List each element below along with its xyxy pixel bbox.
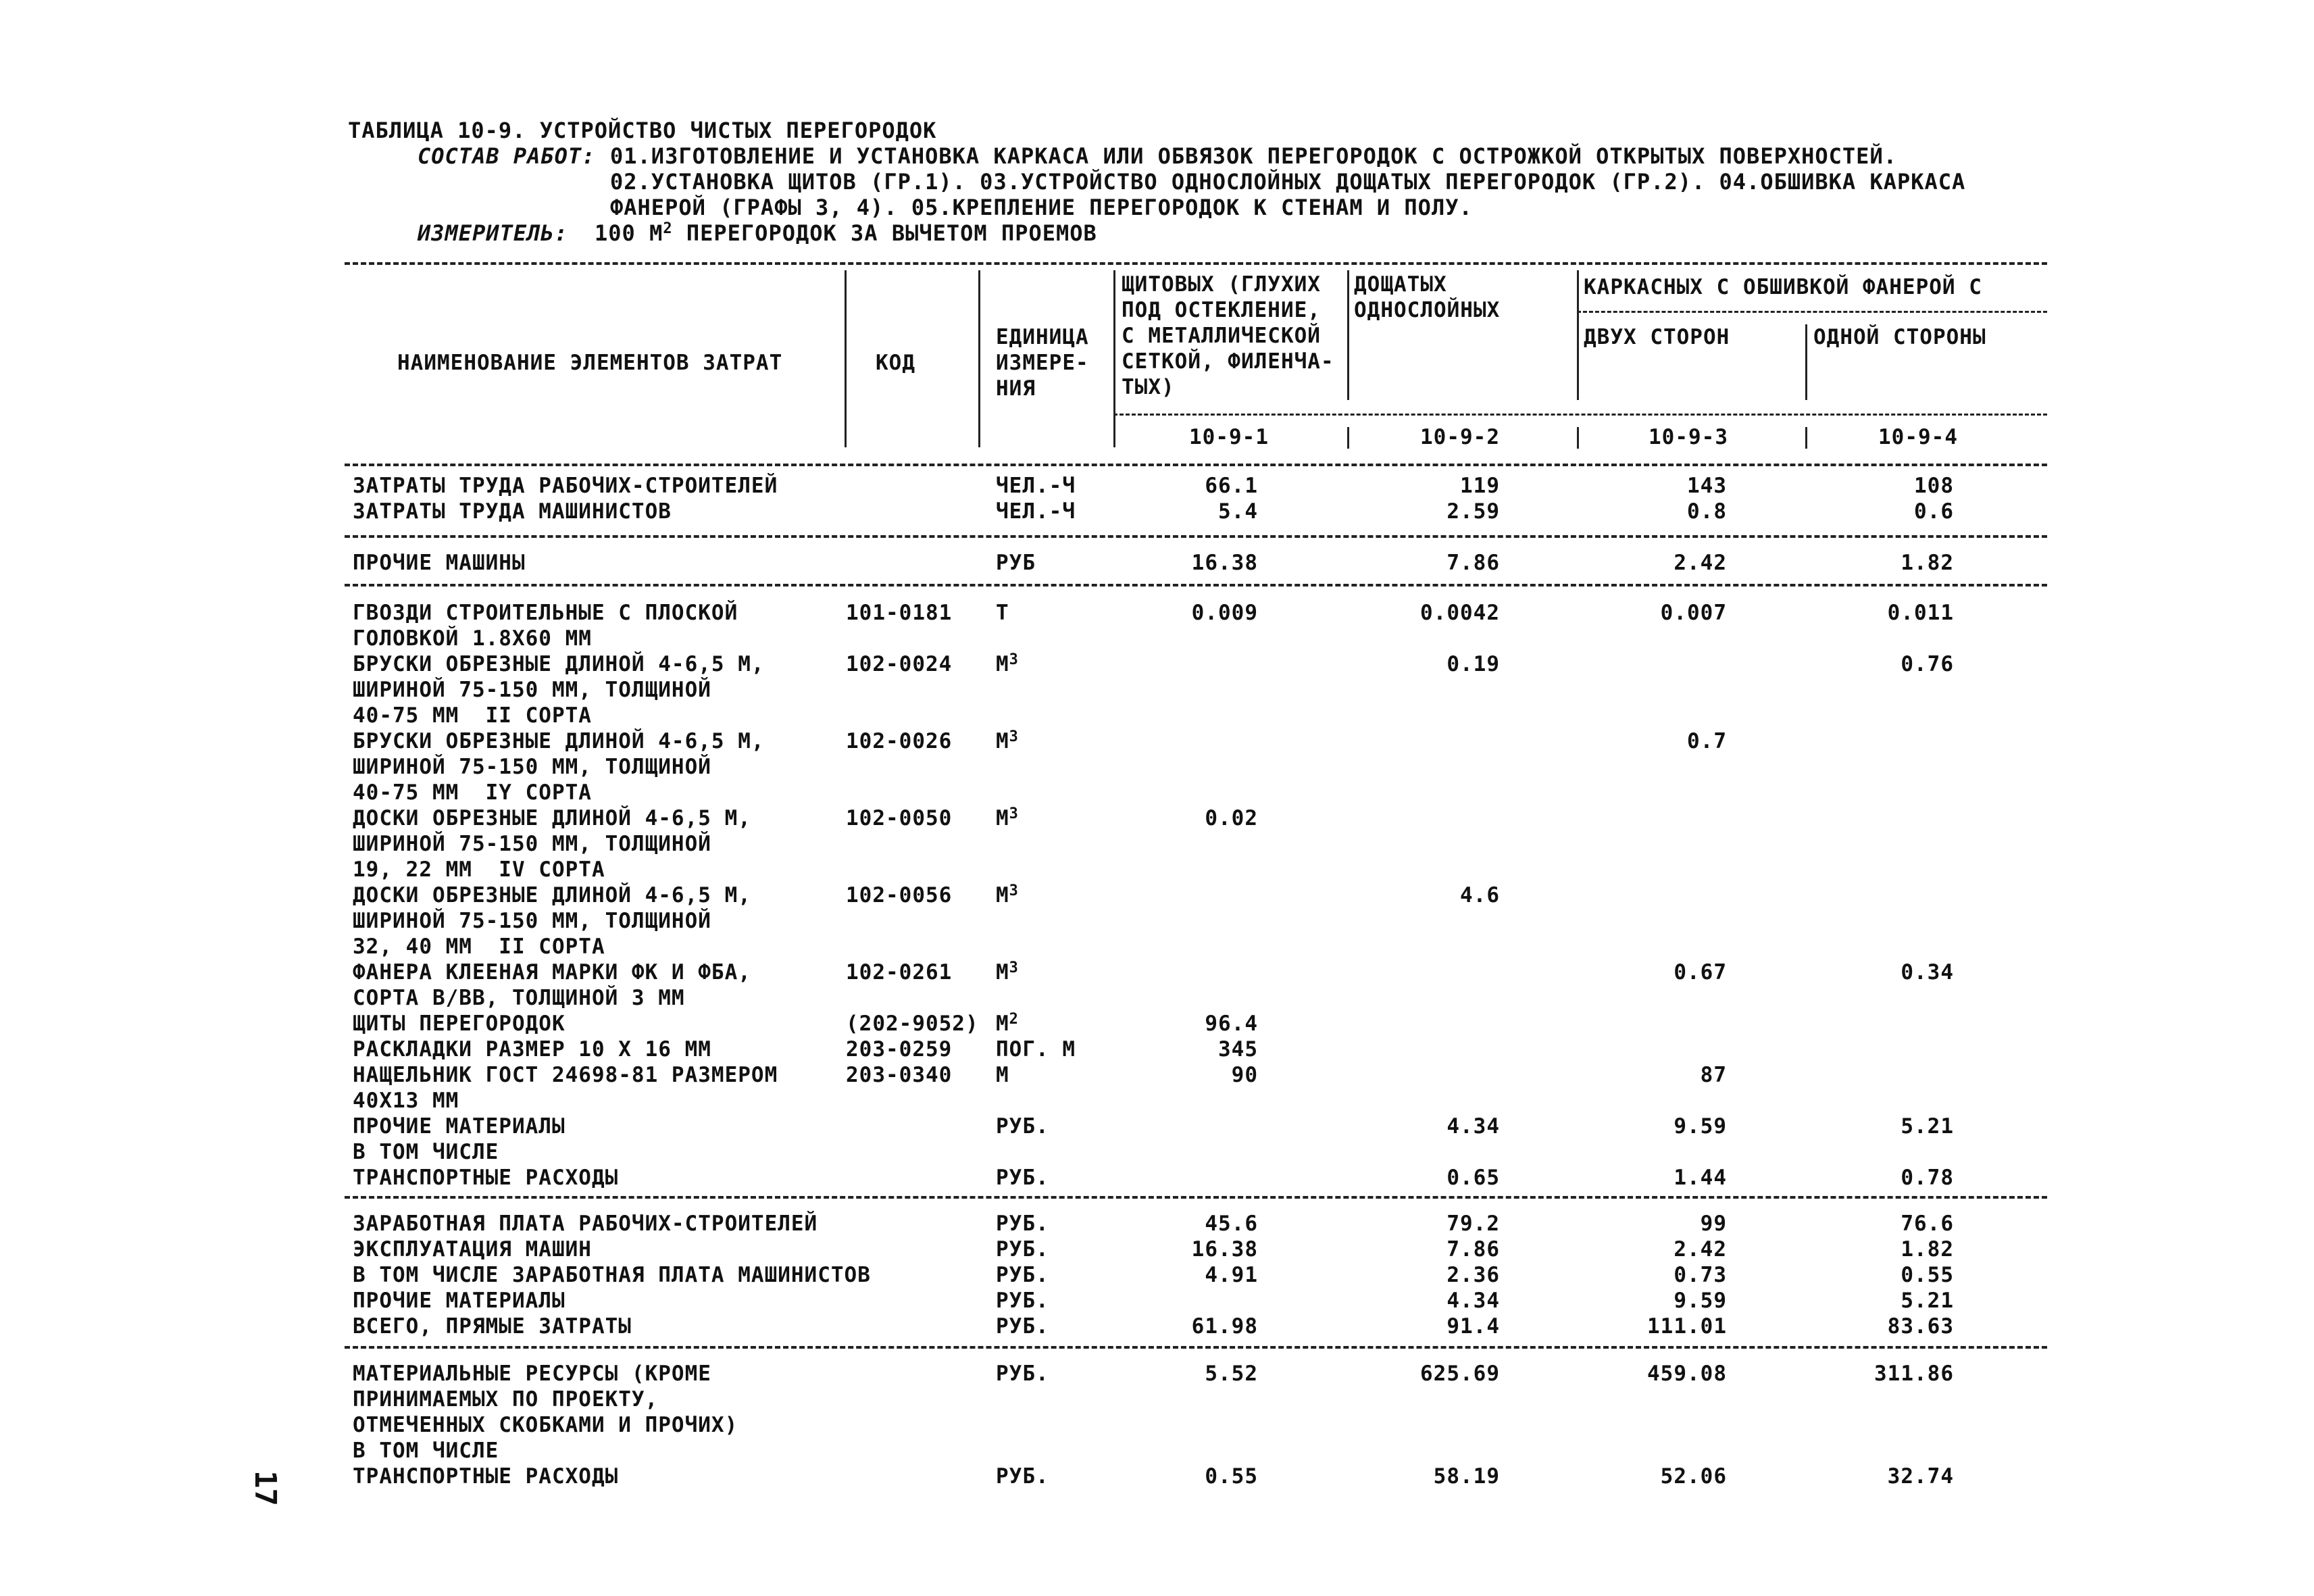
cost-row-value-3: 99 [1700,1212,1727,1236]
labor-row-name: ЗАТРАТЫ ТРУДА МАШИНИСТОВ [353,499,672,524]
material-row-name: ШИРИНОЙ 75-150 ММ, ТОЛЩИНОЙ [353,909,711,933]
resources-row-name: ОТМЕЧЕННЫХ СКОБКАМИ И ПРОЧИХ) [353,1413,738,1437]
cost-row-value-3: 2.42 [1674,1237,1727,1262]
cost-row-value-4: 83.63 [1887,1314,1954,1339]
cost-row-value-4: 5.21 [1901,1289,1954,1313]
material-row-unit: ПОГ. М [996,1037,1076,1062]
machines-row-unit: РУБ [996,551,1036,575]
material-row-name: В ТОМ ЧИСЛЕ [353,1140,499,1164]
col-divider [1577,427,1579,449]
header-col1: ЩИТОВЫХ (ГЛУХИХ ПОД ОСТЕКЛЕНИЕ, С МЕТАЛЛИЧЕСКОЙ СЕТКОЙ, ФИЛЕНЧА- ТЫХ) [1122,272,1334,399]
material-row-value-1: 345 [1218,1037,1258,1062]
cost-row-value-3: 0.73 [1674,1263,1727,1287]
material-row-code: 203-0259 [846,1037,953,1062]
labor-row-value-2: 2.59 [1447,499,1500,524]
cost-row-unit: РУБ. [996,1263,1049,1287]
labor-row-unit: ЧЕЛ.-Ч [996,474,1076,498]
header-col2: ДОЩАТЫХ ОДНОСЛОЙНЫХ [1354,272,1501,322]
material-row-name: БРУСКИ ОБРЕЗНЫЕ ДЛИНОЙ 4-6,5 М, [353,652,765,676]
material-row-value-4: 0.76 [1901,652,1954,676]
cost-row-unit: РУБ. [996,1212,1049,1236]
material-row-name: НАЩЕЛЬНИК ГОСТ 24698-81 РАЗМЕРОМ [353,1063,778,1087]
col-divider [1347,270,1349,400]
labor-row-value-3: 143 [1687,474,1727,498]
material-row-value-4: 0.78 [1901,1166,1954,1190]
page-number: 17 [248,1470,282,1506]
material-row-value-2: 4.6 [1460,883,1500,907]
material-row-value-3: 0.7 [1687,729,1727,753]
meter-value: 100 $М^2$ ПЕРЕГОРОДОК ЗА ВЫЧЕТОМ ПРОЕМОВ [595,220,1097,246]
machines-row-name: ПРОЧИЕ МАШИНЫ [353,551,526,575]
material-row-value-1: 96.4 [1205,1012,1258,1036]
header-code-3: 10-9-3 [1649,425,1728,449]
material-row-unit: РУБ. [996,1114,1049,1139]
cost-row-value-2: 2.36 [1447,1263,1500,1287]
transport-row-value-2: 58.19 [1433,1464,1500,1489]
resources-row-name: МАТЕРИАЛЬНЫЕ РЕСУРСЫ (КРОМЕ [353,1362,711,1386]
material-row-value-3: 9.59 [1674,1114,1727,1139]
labor-row-value-1: 5.4 [1218,499,1258,524]
material-row-unit: $М^3$ [996,882,1019,907]
material-row-unit: $М^3$ [996,959,1019,984]
material-row-name: СОРТА В/ВВ, ТОЛЩИНОЙ 3 ММ [353,986,685,1010]
material-row-unit: $М^3$ [996,805,1019,830]
cost-row-value-1: 45.6 [1205,1212,1258,1236]
material-row-name: ФАНЕРА КЛЕЕНАЯ МАРКИ ФК И ФБА, [353,960,751,984]
material-row-value-4: 5.21 [1901,1114,1954,1139]
meter-label: ИЗМЕРИТЕЛЬ: [418,220,568,246]
material-row-name: ГОЛОВКОЙ 1.8Х60 ММ [353,626,592,651]
cost-row-value-4: 76.6 [1901,1212,1954,1236]
material-row-value-2: 4.34 [1447,1114,1500,1139]
labor-row-value-4: 108 [1914,474,1954,498]
labor-row-value-4: 0.6 [1914,499,1954,524]
material-row-value-2: 0.0042 [1420,601,1500,625]
cost-row-value-2: 91.4 [1447,1314,1500,1339]
codes-rule [1113,414,2047,416]
cost-row-unit: РУБ. [996,1314,1049,1339]
cost-row-value-2: 4.34 [1447,1289,1500,1313]
cost-row-value-2: 79.2 [1447,1212,1500,1236]
labor-row-name: ЗАТРАТЫ ТРУДА РАБОЧИХ-СТРОИТЕЛЕЙ [353,474,778,498]
material-row-name: 40-75 ММ II СОРТА [353,703,592,728]
material-row-name: ШИРИНОЙ 75-150 ММ, ТОЛЩИНОЙ [353,832,711,856]
col-divider [1577,270,1579,400]
material-row-code: 102-0026 [846,729,953,753]
col-divider [1347,427,1349,449]
header-col4: ОДНОЙ СТОРОНЫ [1813,325,1986,349]
section-rule [345,535,2047,538]
resources-row-name: В ТОМ ЧИСЛЕ [353,1439,499,1463]
material-row-name: ДОСКИ ОБРЕЗНЫЕ ДЛИНОЙ 4-6,5 М, [353,883,751,907]
material-row-code: (202-9052) [846,1012,979,1036]
cost-row-value-1: 4.91 [1205,1263,1258,1287]
cost-row-value-2: 7.86 [1447,1237,1500,1262]
material-row-value-1: 0.009 [1191,601,1258,625]
material-row-name: ПРОЧИЕ МАТЕРИАЛЫ [353,1114,565,1139]
section-rule [345,1196,2047,1199]
material-row-unit: $М^2$ [996,1011,1019,1036]
material-row-unit: Т [996,601,1009,625]
resources-row-name: ПРИНИМАЕМЫХ ПО ПРОЕКТУ, [353,1387,659,1412]
header-code-2: 10-9-2 [1420,425,1500,449]
cost-row-value-3: 9.59 [1674,1289,1727,1313]
labor-row-unit: ЧЕЛ.-Ч [996,499,1076,524]
composition-line-3: ФАНЕРОЙ (ГРАФЫ 3, 4). 05.КРЕПЛЕНИЕ ПЕРЕГОРОДОК К СТЕНАМ И ПОЛУ. [610,195,1473,220]
material-row-name: 32, 40 ММ II СОРТА [353,934,605,959]
machines-row-value-1: 16.38 [1191,551,1258,575]
cost-row-name: ЭКСПЛУАТАЦИЯ МАШИН [353,1237,592,1262]
material-row-name: ДОСКИ ОБРЕЗНЫЕ ДЛИНОЙ 4-6,5 М, [353,806,751,830]
material-row-value-1: 90 [1231,1063,1258,1087]
cost-row-name: ВСЕГО, ПРЯМЫЕ ЗАТРАТЫ [353,1314,632,1339]
material-row-code: 102-0024 [846,652,953,676]
cost-row-value-3: 111.01 [1647,1314,1727,1339]
header-bottom-rule [345,464,2047,466]
col-divider [1805,324,1807,400]
transport-row-value-3: 52.06 [1660,1464,1727,1489]
material-row-name: ГВОЗДИ СТРОИТЕЛЬНЫЕ С ПЛОСКОЙ [353,601,738,625]
labor-row-value-1: 66.1 [1205,474,1258,498]
material-row-value-2: 0.19 [1447,652,1500,676]
material-row-name: 40-75 ММ IY СОРТА [353,780,592,805]
header-col3: ДВУХ СТОРОН [1584,325,1730,349]
machines-row-value-3: 2.42 [1674,551,1727,575]
labor-row-value-3: 0.8 [1687,499,1727,524]
cost-row-value-4: 0.55 [1901,1263,1954,1287]
material-row-value-1: 0.02 [1205,806,1258,830]
material-row-name: ТРАНСПОРТНЫЕ РАСХОДЫ [353,1166,619,1190]
col-divider [1805,427,1807,449]
resources-row-unit: РУБ. [996,1362,1049,1386]
cost-row-name: ПРОЧИЕ МАТЕРИАЛЫ [353,1289,565,1313]
transport-row-name: ТРАНСПОРТНЫЕ РАСХОДЫ [353,1464,619,1489]
material-row-unit: М [996,1063,1009,1087]
material-row-code: 203-0340 [846,1063,953,1087]
section-rule [345,1346,2047,1349]
transport-row-value-4: 32.74 [1887,1464,1954,1489]
material-row-value-4: 0.011 [1887,601,1954,625]
machines-row-value-2: 7.86 [1447,551,1500,575]
material-row-name: ШИРИНОЙ 75-150 ММ, ТОЛЩИНОЙ [353,755,711,779]
material-row-name: ЩИТЫ ПЕРЕГОРОДОК [353,1012,565,1036]
cost-row-value-1: 61.98 [1191,1314,1258,1339]
cost-row-value-1: 16.38 [1191,1237,1258,1262]
material-row-value-4: 0.34 [1901,960,1954,984]
material-row-name: ШИРИНОЙ 75-150 ММ, ТОЛЩИНОЙ [353,678,711,702]
header-code-1: 10-9-1 [1189,425,1269,449]
cost-row-unit: РУБ. [996,1289,1049,1313]
material-row-code: 102-0056 [846,883,953,907]
material-row-name: 19, 22 ММ IV СОРТА [353,857,605,882]
material-row-unit: $М^3$ [996,651,1019,676]
header-code-4: 10-9-4 [1878,425,1958,449]
material-row-value-2: 0.65 [1447,1166,1500,1190]
resources-row-value-4: 311.86 [1874,1362,1954,1386]
resources-row-value-1: 5.52 [1205,1362,1258,1386]
resources-row-value-3: 459.08 [1647,1362,1727,1386]
header-code: КОД [876,351,915,375]
header-name: НАИМЕНОВАНИЕ ЭЛЕМЕНТОВ ЗАТРАТ [397,351,783,375]
material-row-name: БРУСКИ ОБРЕЗНЫЕ ДЛИНОЙ 4-6,5 М, [353,729,765,753]
material-row-code: 102-0261 [846,960,953,984]
transport-row-unit: РУБ. [996,1464,1049,1489]
material-row-code: 102-0050 [846,806,953,830]
composition-line-1: 01.ИЗГОТОВЛЕНИЕ И УСТАНОВКА КАРКАСА ИЛИ ОБВЯЗОК ПЕРЕГОРОДОК С ОСТРОЖКОЙ ОТКРЫТЫХ ПОВЕРХНОСТЕЙ. [610,143,1897,169]
cost-row-name: В ТОМ ЧИСЛЕ ЗАРАБОТНАЯ ПЛАТА МАШИНИСТОВ [353,1263,871,1287]
header-col34: КАРКАСНЫХ С ОБШИВКОЙ ФАНЕРОЙ С [1584,275,1982,299]
cost-row-value-4: 1.82 [1901,1237,1954,1262]
material-row-unit: $М^3$ [996,728,1019,753]
cost-row-unit: РУБ. [996,1237,1049,1262]
transport-row-value-1: 0.55 [1205,1464,1258,1489]
col-divider [978,270,980,447]
cost-row-name: ЗАРАБОТНАЯ ПЛАТА РАБОЧИХ-СТРОИТЕЛЕЙ [353,1212,818,1236]
header-unit: ЕДИНИЦА ИЗМЕРЕ- НИЯ [996,325,1089,401]
header-top-rule [345,262,2047,265]
material-row-value-3: 0.67 [1674,960,1727,984]
col-divider [845,270,847,447]
material-row-name: РАСКЛАДКИ РАЗМЕР 10 Х 16 ММ [353,1037,711,1062]
labor-row-value-2: 119 [1460,474,1500,498]
material-row-value-3: 0.007 [1660,601,1727,625]
material-row-unit: РУБ. [996,1166,1049,1190]
composition-label: СОСТАВ РАБОТ: [418,143,596,169]
machines-row-value-4: 1.82 [1901,551,1954,575]
resources-row-value-2: 625.69 [1420,1362,1500,1386]
subheader-rule [1577,311,2047,313]
table-title: ТАБЛИЦА 10-9. УСТРОЙСТВО ЧИСТЫХ ПЕРЕГОРОДОК [348,118,937,143]
material-row-value-3: 1.44 [1674,1166,1727,1190]
material-row-name: 40Х13 ММ [353,1089,459,1113]
col-divider [1113,270,1115,447]
composition-line-2: 02.УСТАНОВКА ЩИТОВ (ГР.1). 03.УСТРОЙСТВО ОДНОСЛОЙНЫХ ДОЩАТЫХ ПЕРЕГОРОДОК (ГР.2). 04.ОБШИВКА КАРКАСА [610,169,1966,195]
material-row-code: 101-0181 [846,601,953,625]
section-rule [345,584,2047,587]
material-row-value-3: 87 [1700,1063,1727,1087]
